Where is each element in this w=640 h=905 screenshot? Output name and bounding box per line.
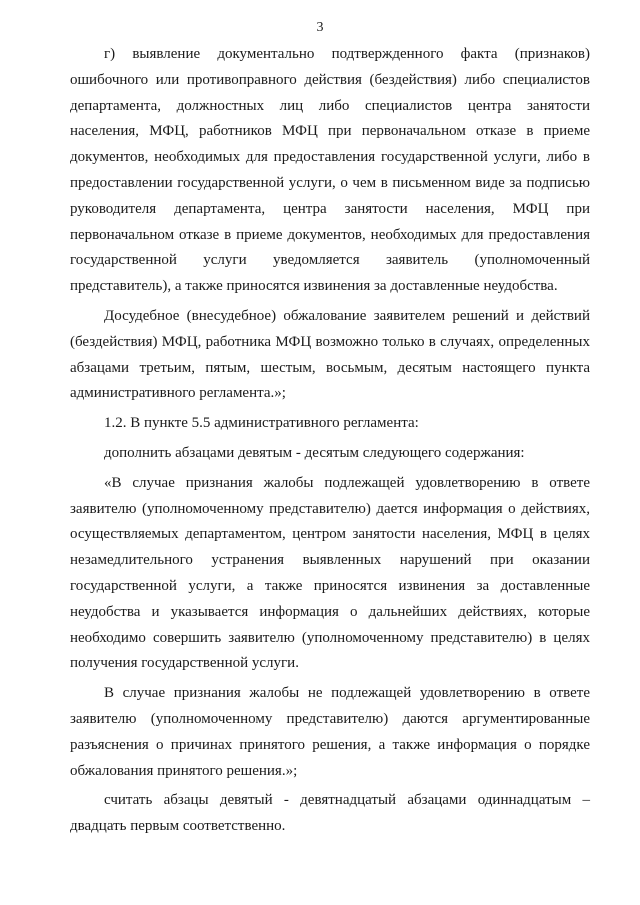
paragraph-complaint-satisfied: «В случае признания жалобы подлежащей удовлетворению в ответе заявителю (уполномоченному представителю) дается информация о действиях, осуществляемых департаментом, центром занятости населения, МФЦ в целях незамедлительного устранения выявленных нарушений при оказании государственной услуги, а также приносятся извинения за доставленные неудобства и указывается информация о дальнейших действиях, которые необходимо совершить заявителю (уполномоченному представителю) в целях получения государственной услуги. xyxy=(70,474,590,672)
paragraph-add-clauses: дополнить абзацами девятым - десятым следующего содержания: xyxy=(104,444,525,461)
paragraph-section-1-2: 1.2. В пункте 5.5 административного регламента: xyxy=(104,415,419,432)
paragraph-renumbering: считать абзацы девятый - девятнадцатый абзацами одиннадцатым – двадцать первым соответственно. xyxy=(70,792,590,835)
paragraph-item-g: г) выявление документально подтвержденного факта (признаков) ошибочного или противоправного действия (бездействия) либо специалистов департамента, должностных лиц либо специалистов центра занятости населения, МФЦ, работников МФЦ при первоначальном отказе в приеме документов, необходимых для предоставления государственной услуги, либо в предоставлении государственной услуги, о чем в письменном виде за подписью руководителя департамента, центра занятости населения, МФЦ при первоначальном отказе в приеме документов, необходимых для предоставления государственной услуги уведомляется заявитель (уполномоченный представитель), а также приносятся извинения за доставленные неудобства. xyxy=(70,46,590,295)
page-number: 3 xyxy=(316,20,324,35)
paragraph-complaint-rejected: В случае признания жалобы не подлежащей удовлетворению в ответе заявителю (уполномоченному представителю) даются аргументированные разъяснения о причинах принятого решения, а также информация о порядке обжалования принятого решения.»; xyxy=(70,685,590,779)
paragraph-pretrial-appeal: Досудебное (внесудебное) обжалование заявителем решений и действий (бездействия) МФЦ, работника МФЦ возможно только в случаях, определенных абзацами третьим, пятым, шестым, восьмым, десятым настоящего пункта административного регламента.»; xyxy=(70,307,590,402)
document-body xyxy=(70,42,590,840)
